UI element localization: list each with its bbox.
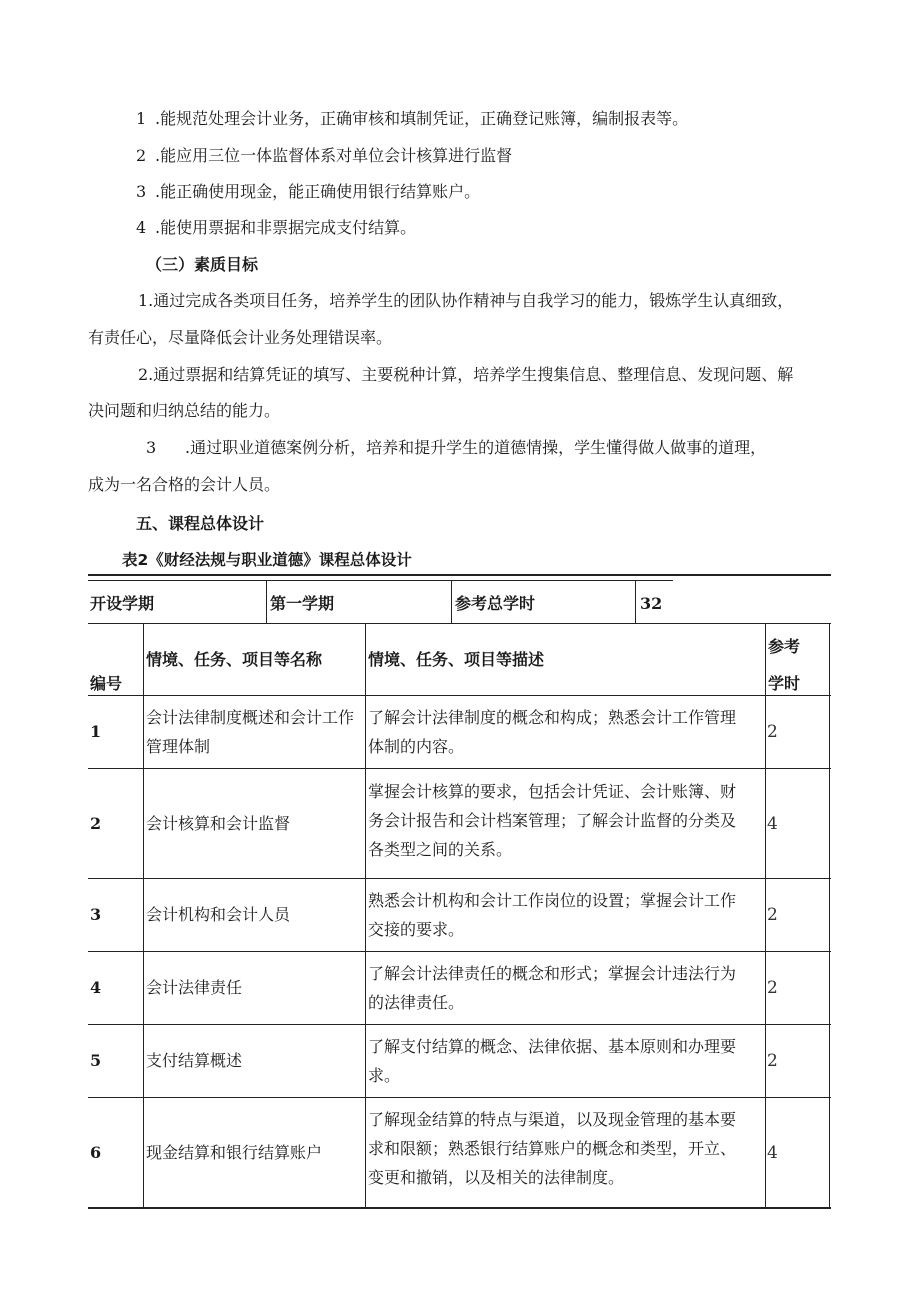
row-line	[88, 695, 831, 696]
row-hours: 2	[767, 722, 778, 742]
column-divider	[829, 623, 830, 1207]
info-row-bottom-line	[88, 623, 831, 624]
row-number: 5	[90, 1051, 102, 1070]
info-divider	[635, 580, 636, 623]
quality-p2-line2: 决问题和归纳总结的能力。	[88, 401, 281, 420]
column-divider	[765, 623, 766, 1207]
column-divider	[365, 623, 366, 1207]
row-name: 会计机构和会计人员	[146, 905, 291, 924]
quality-p1-line1: 1.通过完成各类项目任务，培养学生的团队协作精神与自我学习的能力，锻炼学生认真细致，	[138, 291, 794, 310]
table-top-rule	[88, 574, 831, 576]
total-hours-label: 参考总学时	[455, 594, 536, 613]
row-description: 了解现金结算的特点与渠道，以及现金管理的基本要 求和限额；熟悉银行结算账户的概念和类型，开立、 变更和撤销，以及相关的法律制度。	[368, 1110, 737, 1187]
quality-p1-line2: 有责任心，尽量降低会计业务处理错误率。	[88, 328, 393, 347]
quality-p3-line2: 成为一名合格的会计人员。	[88, 475, 281, 494]
row-description: 熟悉会计机构和会计工作岗位的设置；掌握会计工作 交接的要求。	[368, 891, 737, 939]
total-hours-value: 32	[640, 594, 663, 613]
row-hours: 4	[767, 814, 778, 834]
row-name: 支付结算概述	[146, 1051, 243, 1070]
row-name: 会计法律制度概述和会计工作 管理体制	[146, 708, 355, 756]
info-divider	[266, 580, 267, 623]
quality-heading: （三）素质目标	[146, 255, 259, 274]
row-line	[88, 878, 831, 879]
quality-p3-number: 3	[146, 438, 157, 457]
row-name: 会计法律责任	[146, 978, 243, 997]
row-hours: 2	[767, 905, 778, 925]
row-number: 4	[90, 978, 102, 997]
row-description: 了解会计法律制度的概念和构成；熟悉会计工作管理 体制的内容。	[368, 708, 737, 756]
info-row-top-line	[88, 580, 673, 581]
semester-label: 开设学期	[90, 594, 155, 613]
semester-value: 第一学期	[270, 594, 335, 613]
skill-number: 4	[136, 218, 147, 237]
header-hours-line1: 参考	[768, 637, 801, 656]
row-description: 了解会计法律责任的概念和形式；掌握会计违法行为 的法律责任。	[368, 964, 737, 1012]
table-bottom-rule	[88, 1207, 831, 1209]
header-description: 情境、任务、项目等描述	[368, 650, 545, 669]
row-line	[88, 768, 831, 769]
row-line	[88, 1097, 831, 1098]
row-hours: 2	[767, 978, 778, 998]
skill-number: 2	[136, 146, 147, 165]
header-number: 编号	[90, 674, 123, 693]
row-description: 了解支付结算的概念、法律依据、基本原则和办理要 求。	[368, 1037, 737, 1085]
quality-p2-line1: 2.通过票据和结算凭证的填写、主要税种计算，培养学生搜集信息、整理信息、发现问题、解	[138, 365, 794, 384]
row-line	[88, 1024, 831, 1025]
row-number: 2	[90, 814, 102, 833]
header-name: 情境、任务、项目等名称	[146, 650, 323, 669]
skill-text: .能正确使用现金，能正确使用银行结算账户。	[155, 182, 481, 201]
row-number: 3	[90, 905, 102, 924]
column-divider	[143, 623, 144, 1207]
skill-text: .能应用三位一体监督体系对单位会计核算进行监督	[155, 146, 513, 165]
row-number: 6	[90, 1143, 102, 1162]
skill-number: 1	[136, 109, 147, 128]
row-hours: 2	[767, 1051, 778, 1071]
info-divider	[451, 580, 452, 623]
row-hours: 4	[767, 1143, 778, 1163]
section-heading: 五、课程总体设计	[136, 514, 265, 533]
row-description: 掌握会计核算的要求，包括会计凭证、会计账簿、财 务会计报告和会计档案管理；了解会计监督的分类及 各类型之间的关系。	[368, 782, 737, 859]
row-name: 现金结算和银行结算账户	[146, 1143, 323, 1162]
row-line	[88, 951, 831, 952]
skill-number: 3	[136, 182, 147, 201]
row-name: 会计核算和会计监督	[146, 814, 291, 833]
row-number: 1	[90, 722, 102, 741]
header-hours-line2: 学时	[768, 674, 801, 693]
skill-text: .能规范处理会计业务，正确审核和填制凭证，正确登记账簿，编制报表等。	[155, 109, 689, 128]
quality-p3-line1: .通过职业道德案例分析，培养和提升学生的道德情操，学生懂得做人做事的道理，	[185, 438, 767, 457]
table-caption: 表2《财经法规与职业道德》课程总体设计	[122, 551, 412, 569]
skill-text: .能使用票据和非票据完成支付结算。	[155, 218, 417, 237]
